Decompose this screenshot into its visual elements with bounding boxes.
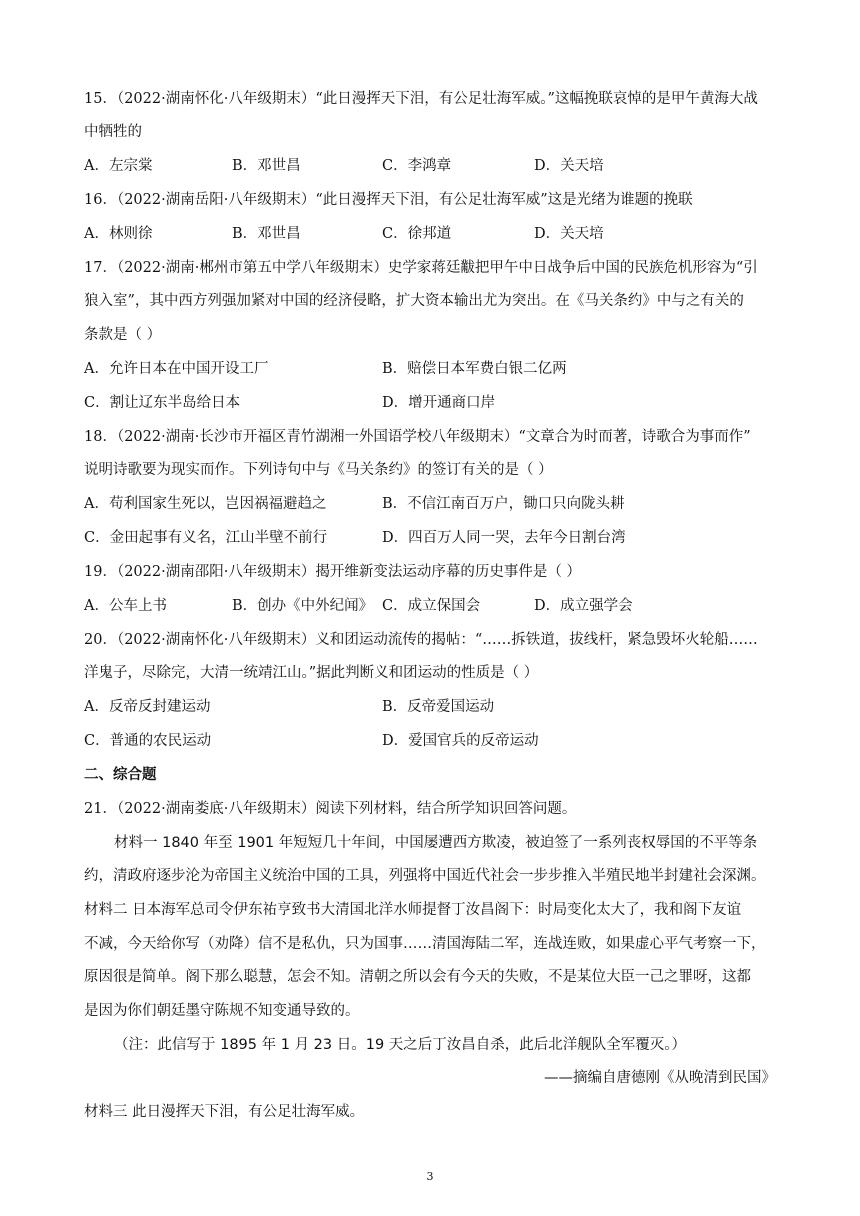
q16-option-b: B．邓世昌 — [232, 226, 301, 242]
source-citation: ——摘编自唐德刚《从晚清到民国》 — [544, 1070, 776, 1086]
q15-line-1: 15．（2022·湖南怀化·八年级期末）“此日漫挥天下泪，有公足壮海军威。”这幅挽联哀悼的是甲午黄海大战 — [84, 91, 758, 107]
q19-options — [84, 596, 764, 616]
q18-line-2: 说明诗歌要为现实而作。下列诗句中与《马关条约》的签订有关的是（ ） — [84, 462, 553, 478]
q17-line-3: 条款是（ ） — [84, 327, 162, 343]
q19-option-c: C．成立保国会 — [382, 598, 481, 614]
q17-line-1: 17．（2022·湖南·郴州市第五中学八年级期末）史学家蒋廷黻把甲午中日战争后中国的民族危机形容为“引 — [84, 260, 758, 276]
letter-note: （注：此信写于 1895 年 1 月 23 日。19 天之后丁汝昌自杀，此后北洋舰队全军覆灭。） — [114, 1037, 687, 1053]
q15-option-c: C．李鸿章 — [382, 158, 452, 174]
material2-line-1: 材料二 日本海军总司令伊东祐亨致书大清国北洋水师提督丁汝昌阁下：时局变化太大了，我和阁下友谊 — [84, 902, 742, 918]
q16-options — [84, 224, 764, 244]
material1-line-2: 约，清政府逐步沦为帝国主义统治中国的工具，列强将中国近代社会一步步推入半殖民地半封建社会深渊。 — [84, 868, 766, 884]
q20-option-d: D．爱国官兵的反帝运动 — [382, 733, 539, 749]
q20-line-2: 洋鬼子，尽除完，大清一统靖江山。”据此判断义和团运动的性质是（ ） — [84, 665, 539, 681]
q15-option-d: D．关天培 — [534, 158, 604, 174]
q19-option-b: B．创办《中外纪闻》 — [232, 598, 374, 614]
q17-option-a: A．允许日本在中国开设工厂 — [84, 361, 269, 377]
material1-line-1: 材料一 1840 年至 1901 年短短几十年间，中国屡遭西方欺凌，被迫签了一系列丧权辱国的不平等条 — [114, 835, 758, 851]
q19-line-1: 19．（2022·湖南邵阳·八年级期末）揭开维新变法运动序幕的历史事件是（ ） — [84, 564, 581, 580]
q18-line-1: 18．（2022·湖南·长沙市开福区青竹湖湘一外国语学校八年级期末）“文章合为时而著，诗歌合为事而作” — [84, 429, 751, 445]
q18-option-a: A．苟利国家生死以，岂因祸福避趋之 — [84, 496, 327, 512]
q16-option-d: D．关天培 — [534, 226, 604, 242]
q17-options-row-1 — [84, 359, 764, 379]
q18-options-row-1 — [84, 494, 764, 514]
material2-line-4: 是因为你们朝廷墨守陈规不知变通导致的。 — [84, 1003, 360, 1019]
q16-option-a: A．林则徐 — [84, 226, 153, 242]
q20-options-row-1 — [84, 697, 764, 717]
material3-line: 材料三 此日漫挥天下泪，有公足壮海军威。 — [84, 1104, 365, 1120]
q17-option-c: C．割让辽东半岛给日本 — [84, 395, 241, 411]
q18-option-c: C．金田起事有义名，江山半壁不前行 — [84, 530, 328, 546]
q17-options-row-2 — [84, 393, 764, 413]
q17-option-b: B．赔偿日本军费白银二亿两 — [382, 361, 567, 377]
q20-option-a: A．反帝反封建运动 — [84, 699, 211, 715]
q19-option-a: A．公车上书 — [84, 598, 167, 614]
q21-intro: 21．（2022·湖南娄底·八年级期末）阅读下列材料，结合所学知识回答问题。 — [84, 801, 577, 817]
q19-option-d: D．成立强学会 — [534, 598, 633, 614]
q15-line-2: 中牺牲的 — [84, 124, 142, 140]
material2-line-2: 不减，今天给你写（劝降）信不是私仇，只为国事……清国海陆二军，连战连败，如果虚心平气考察一下， — [84, 936, 766, 952]
page-number: 3 — [426, 1170, 434, 1183]
q20-line-1: 20．（2022·湖南怀化·八年级期末）义和团运动流传的揭帖：“……拆铁道，拔线杆，紧急毁坏火轮船…… — [84, 632, 758, 648]
q15-options — [84, 156, 764, 176]
q16-line-1: 16．（2022·湖南岳阳·八年级期末）“此日漫挥天下泪，有公足壮海军威”这是光绪为谁题的挽联 — [84, 192, 693, 208]
q15-option-a: A．左宗棠 — [84, 158, 153, 174]
material2-line-3: 原因很是简单。阁下那么聪慧，怎会不知。清朝之所以会有今天的失败，不是某位大臣一己之罪呀，这都 — [84, 969, 751, 985]
q20-options-row-2 — [84, 731, 764, 751]
q18-options-row-2 — [84, 528, 764, 548]
q20-option-b: B．反帝爱国运动 — [382, 699, 495, 715]
q20-option-c: C．普通的农民运动 — [84, 733, 212, 749]
q18-option-d: D．四百万人同一哭，去年今日割台湾 — [382, 530, 626, 546]
q17-line-2: 狼入室”，其中西方列强加紧对中国的经济侵略，扩大资本输出尤为突出。在《马关条约》中与之有关的 — [84, 293, 744, 309]
q15-option-b: B．邓世昌 — [232, 158, 301, 174]
section-title: 二、综合题 — [84, 767, 157, 783]
q17-option-d: D．增开通商口岸 — [382, 395, 496, 411]
q16-option-c: C．徐邦道 — [382, 226, 452, 242]
q18-option-b: B．不信江南百万户，锄口只向陇头耕 — [382, 496, 625, 512]
